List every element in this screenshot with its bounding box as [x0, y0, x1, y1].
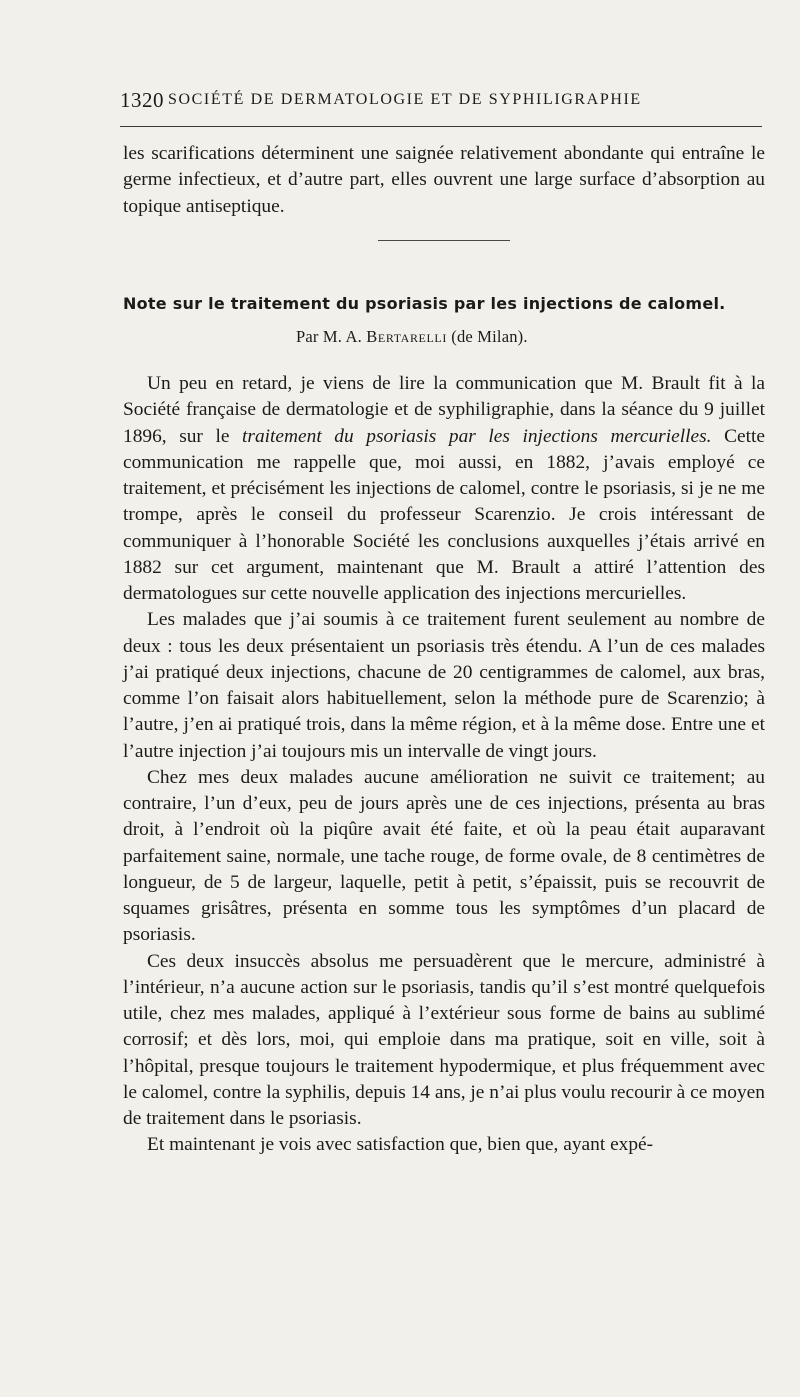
- page-number: 1320: [120, 88, 164, 112]
- body-paragraph-last-line: Et maintenant je vois avec satisfaction que, bien que, ayant expé-: [147, 1134, 654, 1156]
- byline: [296, 327, 528, 347]
- body-paragraph: Les malades que j’ai soumis à ce traitement furent seulement au nombre de deux : tous les deux présentaient un psoriasis très étendu. A l’un de ces malades j’ai pratiqué deux injections, chacune de 20 centigrammes de calomel, aux bras, comme l’on faisait alors habituellement, selon la méthode pure de Scarenzio; à l’autre, j’en ai pratiqué trois, dans la même région, et à la même dose. Entre une et l’autre injection j’ai toujours mis un intervalle de vingt jours.: [123, 609, 765, 762]
- continuation-text: les scarifications déterminent une saignée relativement abondante qui entraîne le germe infectieux, et d’autre part, elles ouvrent une large surface d’absorption au topique antiseptique.: [123, 143, 765, 217]
- continuation-paragraph: [123, 141, 765, 220]
- paragraph-text: Un peu en retard, je viens de lire la communication que M. Brault fit à la Société française de dermatologie et de syphiligraphie, dans la séance du 9 juillet 1896, sur le: [123, 373, 765, 447]
- byline-prefix: Par M. A.: [296, 327, 367, 346]
- header-rule: [120, 126, 762, 127]
- section-divider: [378, 240, 510, 241]
- article-title: Note sur le traitement du psoriasis par les injections de calomel.: [123, 294, 726, 313]
- italic-title-reference: traitement du psoriasis par les injections mercurielles.: [242, 425, 712, 447]
- page-header: [120, 88, 760, 118]
- article-body: [123, 371, 765, 1159]
- body-paragraph: [123, 371, 765, 607]
- paragraph-text: Cette communication me rappelle que, moi aussi, en 1882, j’avais employé ce traitement, et précisément les injections de calomel, contre le psoriasis, si je ne me trompe, après le conseil du professeur Scarenzio. Je crois intéressant de communiquer à l’honorable Société les conclusions auxquelles j’étais arrivé en 1882 sur cet argument, maintenant que M. Brault a attiré l’attention des dermatologues sur cette nouvelle application des injections mercurielles.: [123, 425, 765, 604]
- author-name: Bertarelli: [366, 327, 447, 346]
- body-paragraph: Ces deux insuccès absolus me persuadèrent que le mercure, administré à l’intérieur, n’a aucune action sur le psoriasis, tandis qu’il s’est montré quelquefois utile, chez mes malades, appliqué à l’extérieur sous forme de bains au sublimé corrosif; et dès lors, moi, qui emploie dans ma pratique, soit en ville, soit à l’hôpital, presque toujours le traitement hypodermique, et plus fréquemment avec le calomel, contre la syphilis, depuis 14 ans, je n’ai plus voulu recourir à ce moyen de traitement dans le psoriasis.: [123, 950, 765, 1129]
- body-paragraph: Chez mes deux malades aucune amélioration ne suivit ce traitement; au contraire, l’un d’eux, peu de jours après une de ces injections, présenta au bras droit, à l’endroit où la piqûre avait été faite, et où la peau était auparavant parfaitement saine, normale, une tache rouge, de forme ovale, de 8 centimètres de longueur, de 5 de largeur, laquelle, petit à petit, s’épaissit, puis se recouvrit de squames grisâtres, présenta en somme tous les symptômes d’un placard de psoriasis.: [123, 766, 765, 946]
- byline-suffix: (de Milan).: [446, 327, 528, 346]
- running-head: SOCIÉTÉ DE DERMATOLOGIE ET DE SYPHILIGRAPHIE: [168, 91, 642, 108]
